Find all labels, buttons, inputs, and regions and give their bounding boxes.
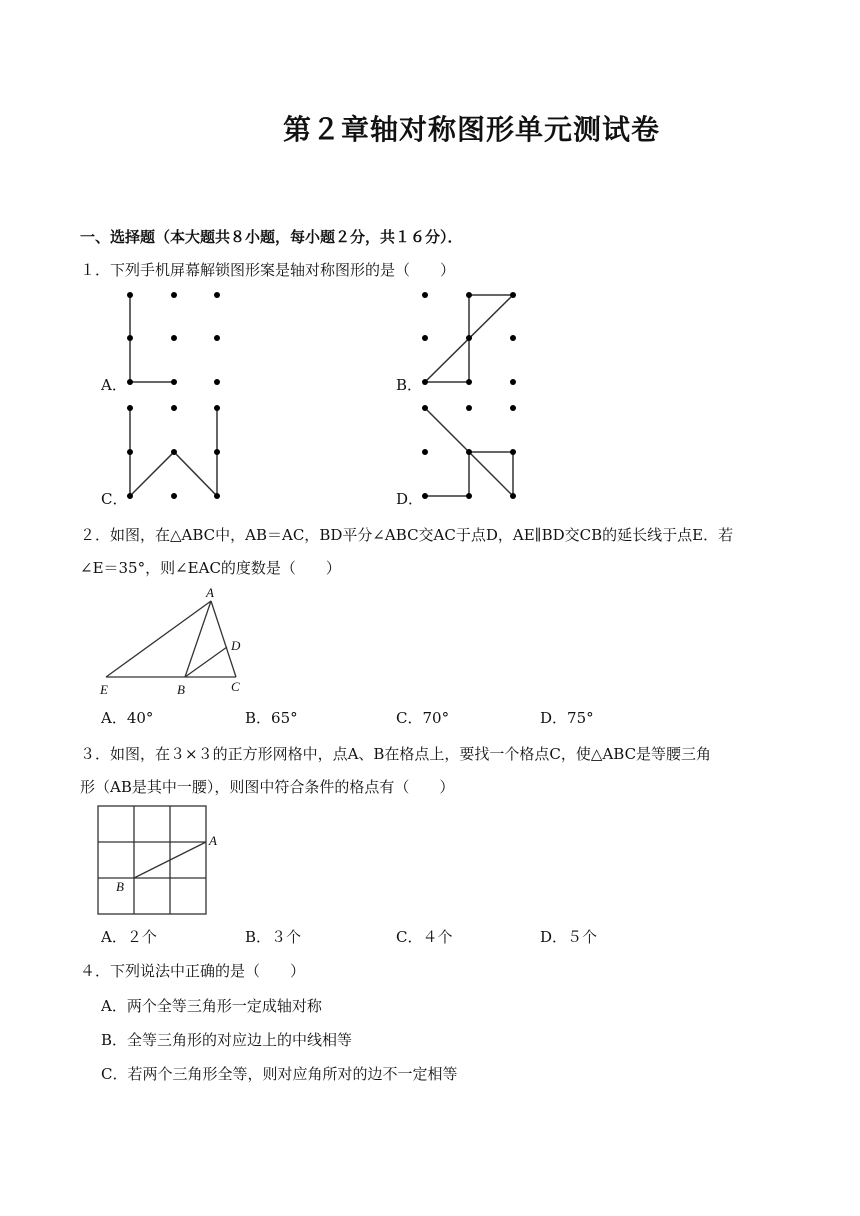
q1-label-c: C．: [101, 490, 128, 508]
q3-option-b: B．３个: [245, 928, 302, 946]
q2-point-b: B: [177, 682, 185, 697]
q3-line2: 形（AB是其中一腰），则图中符合条件的格点有（ ）: [80, 778, 455, 796]
q2-point-a: A: [206, 585, 214, 600]
page-title: 第２章轴对称图形单元测试卷: [283, 113, 661, 146]
q1-stem: １．下列手机屏幕解锁图形案是轴对称图形的是（ ）: [80, 261, 456, 279]
q1-label-b: B．: [396, 376, 423, 394]
q3-option-d: D．５个: [540, 928, 598, 946]
q3-option-a: A．２个: [101, 928, 157, 946]
section-heading: 一、选择题（本大题共８小题，每小题２分，共１６分）．: [80, 228, 463, 246]
q1-pattern-a: [130, 295, 174, 382]
q3-line1: ３．如图，在３×３的正方形网格中，点A、B在格点上，要找一个格点C，使△ABC是等腰三角: [80, 745, 712, 763]
q1-label-a: A．: [101, 376, 127, 394]
q2-point-d: D: [231, 638, 241, 653]
q2-line1: ２．如图，在△ABC中，AB＝AC，BD平分∠ABC交AC于点D，AE∥BD交CB的延长线于点E．若: [80, 526, 734, 544]
q2-option-a: A．40°: [101, 709, 154, 727]
q3-option-c: C．４个: [396, 928, 453, 946]
q2-point-c: C: [231, 679, 240, 694]
q3-grid: [98, 806, 206, 914]
q1-label-d: D．: [396, 490, 424, 508]
q4-option-c: C．若两个三角形全等，则对应角所对的边不一定相等: [101, 1065, 458, 1083]
q3-point-a: A: [209, 833, 217, 848]
q2-option-d: D．75°: [540, 709, 594, 727]
q2-line2: ∠E＝35°，则∠EAC的度数是（ ）: [80, 559, 341, 577]
q3-point-b: B: [116, 879, 124, 894]
q4-option-b: B．全等三角形的对应边上的中线相等: [101, 1031, 353, 1049]
q4-option-a: A．两个全等三角形一定成轴对称: [101, 997, 322, 1015]
q4-stem: ４．下列说法中正确的是（ ）: [80, 962, 306, 980]
q2-option-c: C．70°: [396, 709, 450, 727]
q2-point-e: E: [100, 682, 108, 697]
q2-figure: [106, 601, 236, 677]
q2-option-b: B．65°: [245, 709, 298, 727]
